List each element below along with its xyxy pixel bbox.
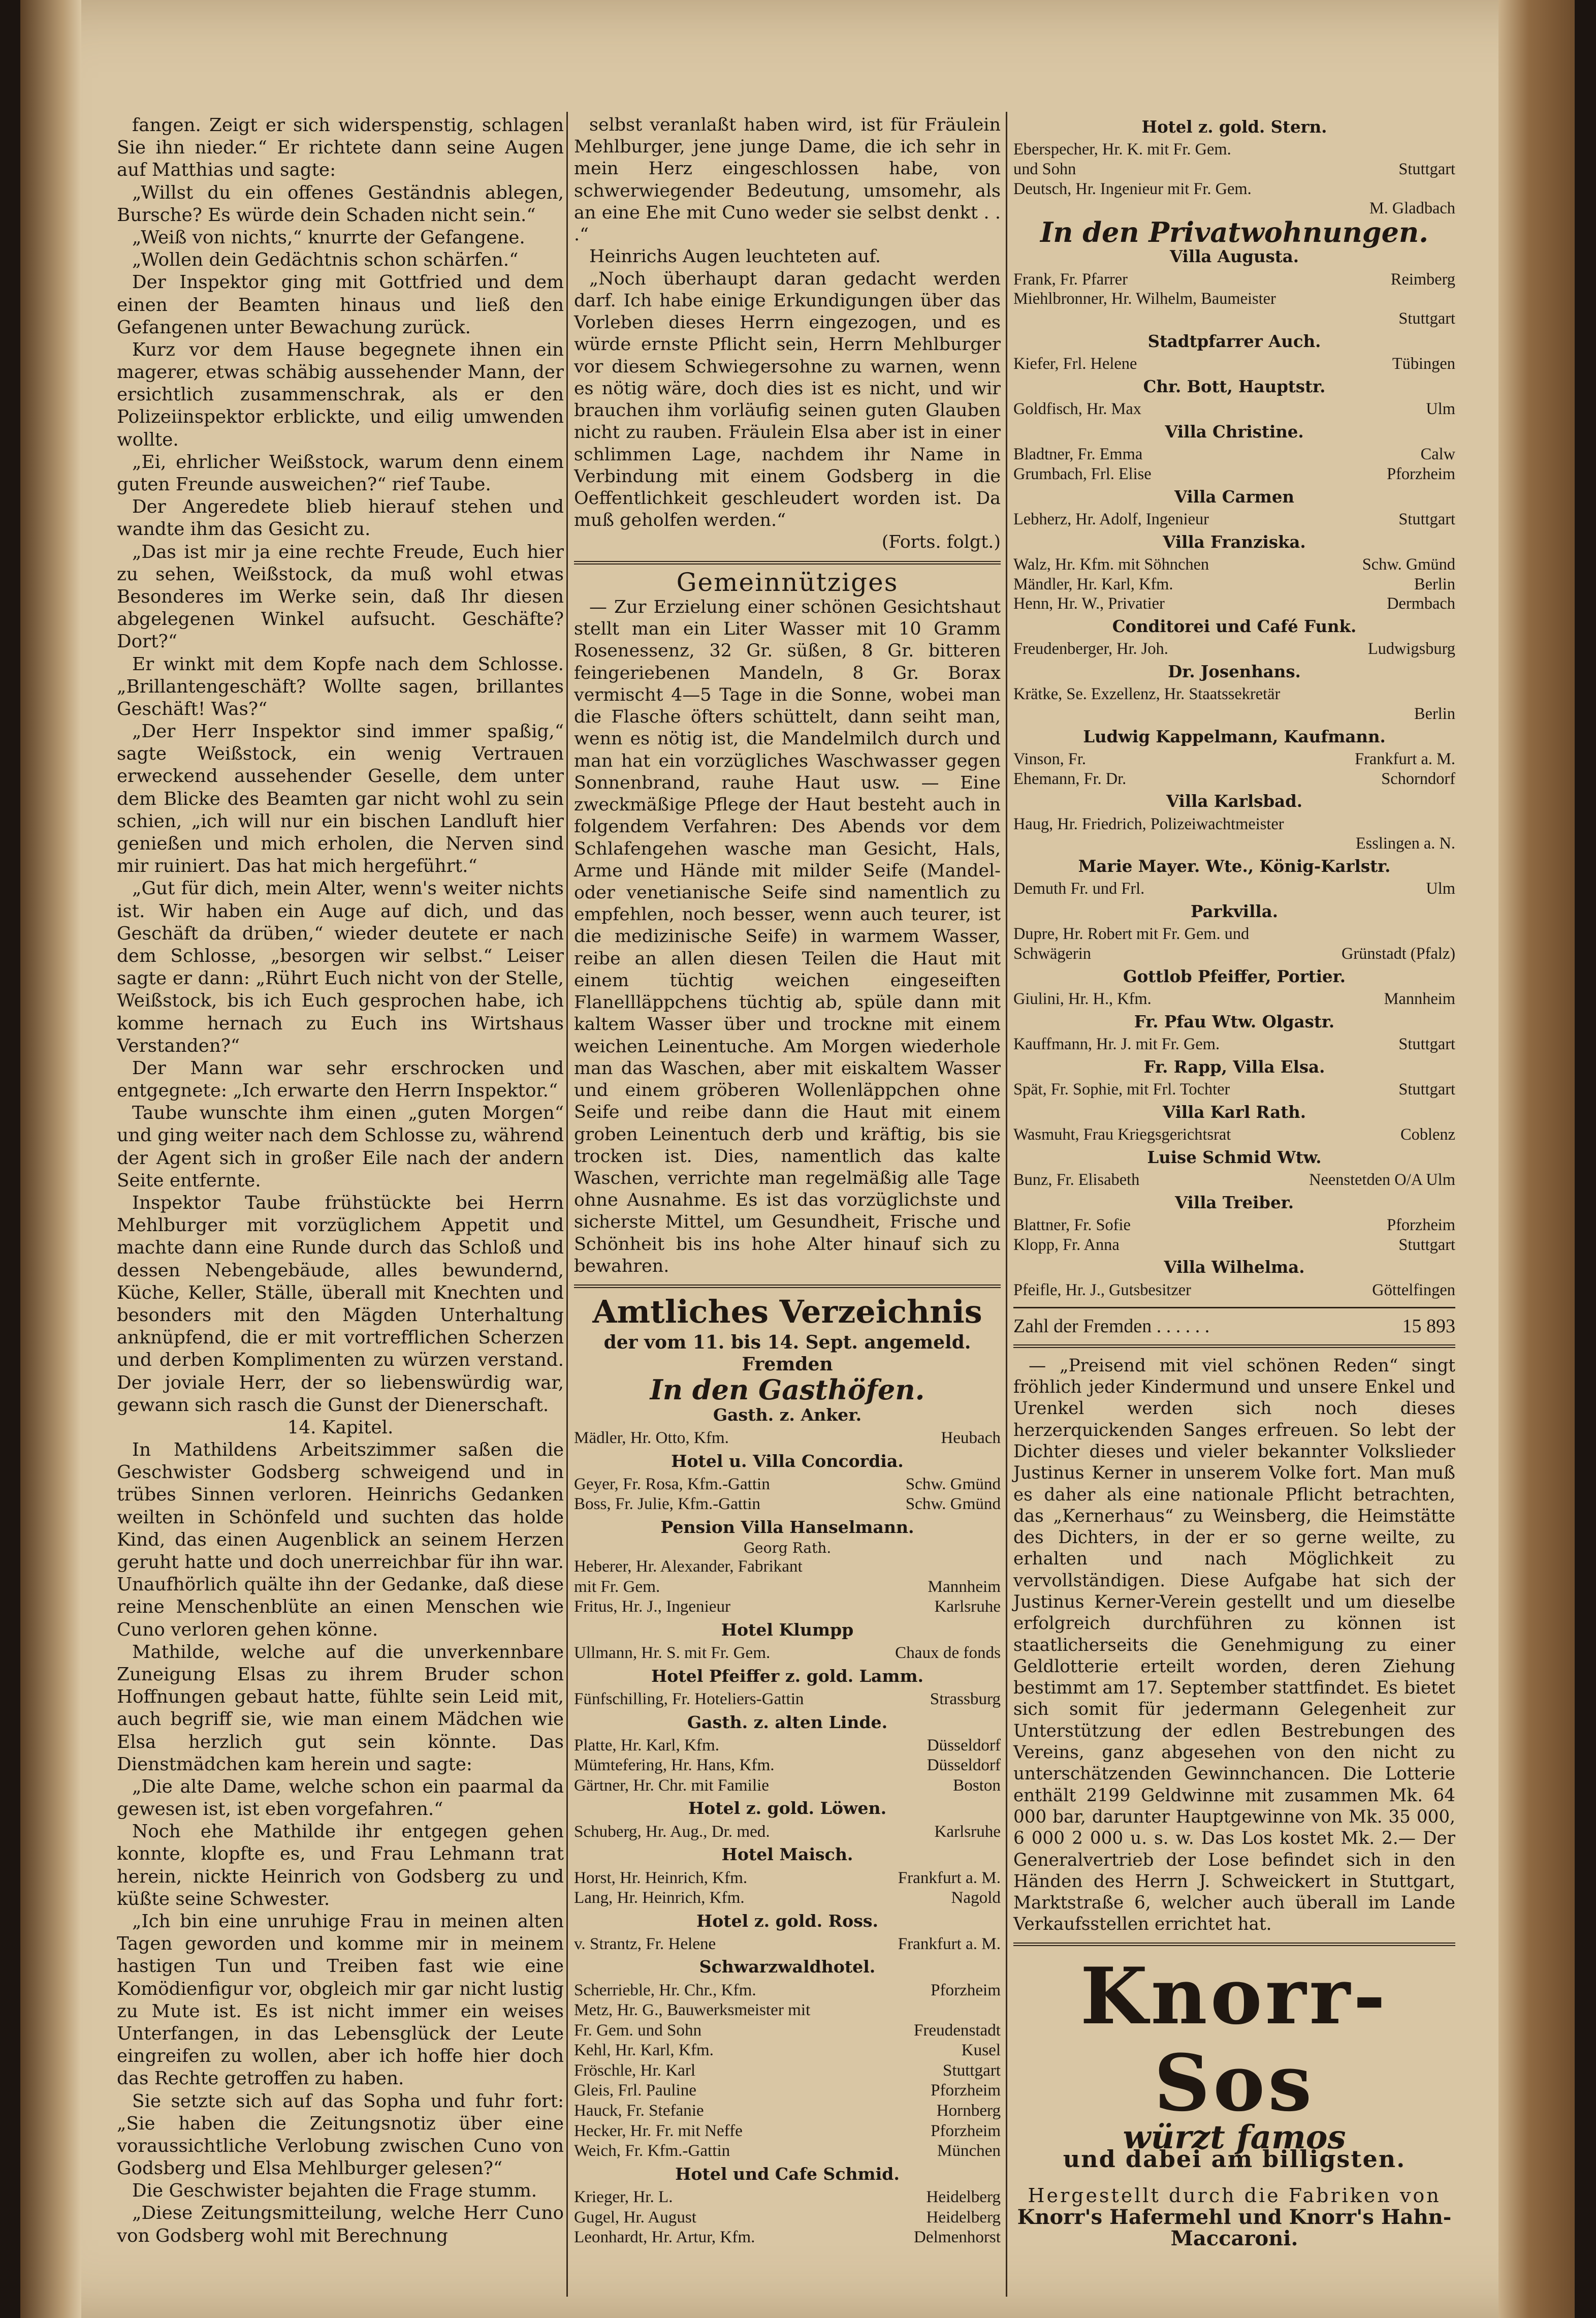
guest-row	[1013, 769, 1455, 789]
guest-town: Frankfurt a. M.	[898, 1934, 1001, 1953]
guest-town: Neenstetden O/A Ulm	[1309, 1171, 1455, 1189]
ad-maker-line: Knorr's Hafermehl und Knorr's Hahn-	[1017, 2205, 1452, 2229]
lodging-name: Conditorei und Café Funk.	[1112, 616, 1357, 636]
guest-row	[574, 1888, 1001, 1908]
middle-column	[574, 114, 1001, 2247]
paragraph: „Willst du ein offenes Geständnis ablegen, Bursche? Es würde dein Schaden nicht sein.“	[117, 182, 564, 226]
guest-town: Calw	[1420, 445, 1455, 464]
guest-row	[574, 1643, 1001, 1663]
guest-name: Fröschle, Hr. Karl	[574, 2060, 696, 2080]
guest-row	[574, 1868, 1001, 1888]
continuation-note: (Forts. folgt.)	[881, 532, 1001, 553]
paragraph: „Ich bin eine unruhige Frau in meinen alten Tagen geworden und komme mir in meinem hastigen Tun und Treiben fast wie eine Komödienfigur vor, obgleich mir gar nicht lustig zu Mute ist. Es ist nicht immer ein weises Unterfangen, in das Lebensglück der Leute eingreifen zu wollen, aber ich hoffe hier doch das Rechte getroffen zu haben.	[117, 1911, 564, 2089]
guest-row	[574, 2121, 1001, 2141]
guest-row	[1013, 639, 1455, 659]
guest-name: Scherrieble, Hr. Chr., Kfm.	[574, 1980, 756, 1999]
guest-town: Heidelberg	[926, 2207, 1001, 2227]
newspaper-page	[20, 0, 1575, 2318]
guest-row	[1013, 179, 1455, 199]
guest-name: Metz, Hr. G., Bauwerksmeister mit	[574, 2000, 811, 2020]
guest-row	[1013, 749, 1455, 769]
guest-town: Stuttgart	[1398, 1080, 1455, 1099]
lodging-name: Villa Wilhelma.	[1164, 1258, 1305, 1277]
lodging-name: Villa Augusta.	[1169, 247, 1299, 267]
guest-town: Heidelberg	[926, 2187, 1001, 2206]
guest-town: Esslingen a. N.	[1355, 834, 1455, 853]
guest-row	[1013, 879, 1455, 899]
guest-name: Freudenberger, Hr. Joh.	[1013, 640, 1168, 659]
guest-town: Chaux de fonds	[895, 1643, 1001, 1663]
paragraph: „Die alte Dame, welche schon ein paarmal da gewesen ist, ist eben vorgefahren.“	[117, 1776, 564, 1820]
guest-name: Gleis, Frl. Pauline	[574, 2081, 696, 2100]
guest-name: Weich, Fr. Kfm.-Gattin	[574, 2141, 730, 2160]
page-edge	[1498, 0, 1575, 2318]
guest-row	[1013, 1280, 1455, 1300]
lodging-name: Hotel Klumpp	[721, 1619, 854, 1640]
guest-name: Kiefer, Frl. Helene	[1013, 355, 1137, 373]
guest-town: Stuttgart	[1398, 1035, 1455, 1054]
guest-name: Kehl, Hr. Karl, Kfm.	[574, 2041, 714, 2060]
paragraph: Der Mann war sehr erschrocken und entgegnete: „Ich erwarte den Herrn Inspektor.“	[117, 1057, 564, 1102]
guest-name: Walz, Hr. Kfm. mit Söhnchen	[1013, 555, 1209, 574]
guest-name: Lang, Hr. Heinrich, Kfm.	[574, 1888, 745, 1907]
guest-name: Blattner, Fr. Sofie	[1013, 1216, 1131, 1235]
guest-town: Ulm	[1426, 400, 1455, 419]
guest-name: Demuth Fr. und Frl.	[1013, 880, 1145, 898]
guest-town: Stuttgart	[1398, 1235, 1455, 1254]
lodging-note: Georg Rath.	[743, 1540, 832, 1557]
guest-town: Kusel	[961, 2041, 1001, 2060]
guest-row	[1013, 1125, 1455, 1145]
guest-name: Leonhardt, Hr. Artur, Kfm.	[574, 2228, 755, 2247]
guest-row	[1013, 1215, 1455, 1235]
guest-row	[1013, 575, 1455, 594]
guest-row	[1013, 684, 1455, 704]
guest-row	[574, 2000, 1001, 2020]
guest-row	[1013, 1170, 1455, 1190]
guest-name	[1013, 834, 1356, 854]
guest-row	[1013, 989, 1455, 1009]
guest-town: Stuttgart	[1398, 160, 1455, 178]
guest-row	[574, 2080, 1001, 2101]
lodging-name: Stadtpfarrer Auch.	[1147, 331, 1321, 351]
guest-town: Berlin	[1414, 575, 1455, 593]
guest-name: Hauck, Fr. Stefanie	[574, 2101, 704, 2120]
paragraph: „Der Herr Inspektor sind immer spaßig,“ sagte Weißstock, ein wenig Vertrauen erweckend aussehender Geselle, dem unter dem Blicke des Beamten gar nicht wohl zu sein schien, „ich will nur ein bischen Landluft hier genießen und mich erholen, die Nerven sind mir ruiniert. Das hat mich hergeführt.“	[117, 721, 564, 877]
guest-name: Bladtner, Fr. Emma	[1013, 445, 1143, 464]
lodging-name: Fr. Pfau Wtw. Olgastr.	[1134, 1012, 1335, 1031]
lodging-name: Hotel Maisch.	[721, 1844, 853, 1865]
paragraph: „Gut für dich, mein Alter, wenn's weiter nichts ist. Wir haben ein Auge auf dich, und das Geschäft da drüben,“ wieder deutete er nach dem Schlosse, „besorgen wir selbst.“ Leiser sagte er dann: „Rührt Euch nicht von der Stelle, Weißstock, bis ich Euch gesprochen habe, ich komme hernach zu Euch ins Wirtshaus Verstanden?“	[117, 878, 564, 1056]
guest-row	[1013, 140, 1455, 160]
guest-row	[1013, 289, 1455, 309]
paragraph: In Mathildens Arbeitszimmer saßen die Geschwister Godsberg schweigend und in trübes Sinnen verloren. Heinrichs Gedanken weilten in Schönfeld und suchten das holde Kind, das einen Augenblick an seinem Herzen geruht hatte und doch unerreichbar für ihn war. Unaufhörlich quälte ihn der Gedanke, daß diese reine Menschenblüte an einen Menschen wie Cuno verloren gehen könne.	[117, 1439, 564, 1640]
guest-row	[1013, 270, 1455, 290]
guest-name: Schwägerin	[1013, 945, 1091, 963]
paragraph: „Das ist mir ja eine rechte Freude, Euch hier zu sehen, Weißstock, da muß wohl etwas Besonderes im Werke sein, daß Ihr diesen abgelegenen Winkel aufsucht. Geschäfte? Dort?“	[117, 541, 564, 652]
paragraph: — „Preisend mit viel schönen Reden“ singt fröhlich jeder Kindermund und unsere Enkel und Urenkel werden sich noch dieses herzerquickenden Sanges erfreuen. So lebt der Dichter dieses und vieler bekannter Volkslieder Justinus Kerner in unserem Volke fort. Man muß es daher als eine nationale Pflicht betrachten, das „Kernerhaus“ zu Weinsberg, die Heimstätte des Dichters, in der er so gerne weilte, zu erhalten und nach Möglichkeit zu vervollständigen. Diese Aufgabe hat sich der Justinus Kerner-Verein gestellt und um dieselbe erfolgreich durchführen zu können ist staatlicherseits die Genehmigung zu einer Geldlotterie erteilt worden, deren Ziehung bestimmt am 17. September stattfindet. Es bietet sich somit für jedermann Gelegenheit zur Unterstützung der edlen Bestrebungen des Vereins, ganz abgesehen von den nicht zu unterschätzenden Gewinnchancen. Die Lotterie enthält 2199 Geldwinne mit zusammen Mk. 64 000 bar, darunter Hauptgewinne von Mk. 35 000, 6 000 2 000 u. s. w. Das Los kostet Mk. 2.— Der Generalvertrieb der Lose befindet sich in den Händen des Herrn J. Schweickert in Stuttgart, Marktstraße 6, welcher auch überall im Lande Verkaufsstellen errichtet hat.	[1013, 1355, 1455, 1935]
guest-town: Stuttgart	[942, 2060, 1001, 2080]
guest-town: Schw. Gmünd	[1362, 555, 1455, 574]
guest-name: mit Fr. Gem.	[574, 1577, 660, 1596]
lodging-name: Gasth. z. Anker.	[713, 1404, 862, 1425]
guest-town: Tübingen	[1392, 355, 1455, 373]
guest-town: Mannheim	[928, 1577, 1001, 1596]
guest-town: Pforzheim	[1387, 464, 1455, 483]
guest-town: Göttelfingen	[1372, 1280, 1455, 1299]
guest-name: Pfeifle, Hr. J., Gutsbesitzer	[1013, 1280, 1191, 1299]
paragraph: fangen. Zeigt er sich widerspenstig, schlagen Sie ihn nieder.“ Er richtete dann seine Augen auf Matthias und sagte:	[117, 115, 564, 181]
visitor-count-value: 15 893	[1402, 1315, 1455, 1337]
guest-row	[574, 2207, 1001, 2228]
paragraph: „Wollen dein Gedächtnis schon schärfen.“	[132, 249, 519, 271]
guest-town: München	[937, 2141, 1001, 2160]
guest-town: Pforzheim	[931, 1980, 1001, 1999]
paragraph: Die Geschwister bejahten die Frage stumm.	[132, 2180, 537, 2202]
paragraph: Er winkt mit dem Kopfe nach dem Schlosse. „Brillantengeschäft? Wollte sagen, brillantes Geschäft! Was?“	[117, 653, 564, 719]
lodging-name: Marie Mayer. Wte., König-Karlstr.	[1078, 857, 1391, 876]
guest-row	[1013, 1080, 1455, 1100]
lodging-name: Luise Schmid Wtw.	[1147, 1147, 1322, 1167]
registry-title: Amtliches Verzeichnis	[592, 1293, 982, 1331]
paragraph: Der Angeredete blieb hierauf stehen und wandte ihm das Gesicht zu.	[117, 496, 564, 540]
right-column	[1013, 114, 1455, 2249]
guest-name: Giulini, Hr. H., Kfm.	[1013, 990, 1152, 1009]
guest-row	[574, 1596, 1001, 1617]
lodging-name: Gottlob Pfeiffer, Portier.	[1123, 966, 1346, 986]
guest-row	[574, 2060, 1001, 2081]
paragraph: Noch ehe Mathilde ihr entgegen gehen konnte, klopfte es, und Frau Lehmann trat herein, nickte Heinrich von Godsberg zu und küßte seine Schwester.	[117, 1821, 564, 1909]
guest-town: Heubach	[941, 1428, 1001, 1448]
guest-row	[1013, 309, 1455, 329]
knorr-advertisement	[1013, 1950, 1455, 2250]
section-title-gemeinnuetziges: Gemeinnütziges	[676, 567, 899, 597]
ad-tagline: würzt famos	[1123, 2118, 1346, 2156]
guest-name: Lebherz, Hr. Adolf, Ingenieur	[1013, 510, 1209, 528]
guest-town: Stuttgart	[1398, 309, 1455, 328]
guest-name	[1013, 704, 1414, 724]
guest-town: Pforzheim	[931, 2081, 1001, 2100]
guest-row	[1013, 464, 1455, 484]
guest-name: Eberspecher, Hr. K. mit Fr. Gem.	[1013, 140, 1231, 159]
lodging-name: Fr. Rapp, Villa Elsa.	[1143, 1057, 1325, 1077]
ad-maker-line: Maccaroni.	[1170, 2226, 1298, 2250]
lodging-name: Chr. Bott, Hauptstr.	[1143, 377, 1326, 396]
paragraph: — Zur Erzielung einer schönen Gesichtshaut stellt man ein Liter Wasser mit 10 Gramm Rosenessenz, 32 Gr. süßen, 8 Gr. bitteren feingeriebenen Mandeln, 8 Gr. Borax vermischt 4—5 Tage in die Sonne, wobei man die Flasche öfters schüttelt, dann seiht man, wenn es nötig ist, die Mandelmilch durch und man hat ein vorzügliches Waschwasser gegen Sonnenbrand, rauhe Haut usw. — Eine zweckmäßige Pflege der Haut besteht auch in folgendem Verfahren: Des Abends vor dem Schlafengehen wasche man Gesicht, Hals, Arme und Hände mit milder Seife (Mandel- oder venetianische Seife sind namentlich zu empfehlen, noch besser, wenn auch teurer, ist die medizinische Seife) in warmem Wasser, reibe an allen diesen Teilen die Haut mit einem tüchtig weichen eingeseiften Flanellläppchens tüchtig ab, spüle dann mit kaltem Wasser über und trockne mit einem weichen Leinentuche. Am Morgen wiederhole man das Waschen, aber mit eiskaltem Wasser und einem gröberen Wollenläppchen ohne Seife und reibe dann die Haut mit einem groben Leinentuch derb und kräftig, bis sie trocken ist. Dies, namentlich das kalte Waschen, verrichte man regelmäßig alle Tage ohne Ausnahme. Es ist das vorzüglichste und sicherste Mittel, um Gesundheit, Frische und Schönheit bis ins hohe Alter hinauf sich zu bewahren.	[574, 597, 1001, 1276]
guest-town: Reimberg	[1390, 270, 1455, 289]
guest-name: Wasmuht, Frau Kriegsgerichtsrat	[1013, 1125, 1231, 1144]
book-binding	[20, 0, 81, 2318]
guest-name: Grumbach, Frl. Elise	[1013, 464, 1152, 483]
guest-name: Mädler, Hr. Otto, Kfm.	[574, 1428, 729, 1448]
guest-name: Schuberg, Hr. Aug., Dr. med.	[574, 1822, 770, 1841]
guest-town: Pforzheim	[931, 2121, 1001, 2140]
guest-row	[1013, 1035, 1455, 1054]
paragraph: „Noch überhaupt daran gedacht werden darf. Ich habe einige Erkundigungen über das Vorleben dieses Herrn eingezogen, und es würde ernste Pflicht sein, Herrn Mehlburger vor diesem Schwiegersohne zu warnen, wenn es nötig wäre, doch dies ist es nicht, und wir brauchen ihm vorläufig seinen guten Glauben nicht zu rauben. Fräulein Elsa aber ist in einer schlimmen Lage, nachdem ihr Name in Verbindung mit einem Godsberg in die Oeffentlichkeit geschleudert worden ist. Da muß geholfen werden.“	[574, 268, 1001, 531]
guest-name	[1013, 309, 1398, 329]
lodging-name: Villa Karlsbad.	[1166, 792, 1303, 811]
guest-row	[1013, 445, 1455, 464]
guest-name: Kauffmann, Hr. J. mit Fr. Gem.	[1013, 1035, 1220, 1054]
guest-row	[1013, 944, 1455, 964]
guest-name: und Sohn	[1013, 160, 1076, 178]
guest-name: Dupre, Hr. Robert mit Fr. Gem. und	[1013, 925, 1250, 944]
guest-name: Krätke, Se. Exzellenz, Hr. Staatssekretär	[1013, 685, 1281, 704]
chapter-heading: 14. Kapitel.	[287, 1417, 394, 1438]
paragraph: „Ei, ehrlicher Weißstock, warum denn einem guten Freunde ausweichen?“ rief Taube.	[117, 451, 564, 495]
lodging-name: Hotel und Cafe Schmid.	[675, 2164, 900, 2184]
guest-town: Nagold	[951, 1888, 1001, 1907]
guest-town: Schorndorf	[1381, 769, 1455, 788]
guest-town: Dermbach	[1387, 594, 1455, 613]
guest-town: Pforzheim	[1387, 1216, 1455, 1235]
visitor-count	[1013, 1315, 1455, 1337]
lodging-name: Hotel z. gold. Stern.	[1141, 117, 1327, 137]
paragraph: Kurz vor dem Hause begegnete ihnen ein magerer, etwas schäbig aussehender Mann, der ersichtlich zusammenschrak, als er den Polizeiinspektor erblickte, und eilig umwenden wollte.	[117, 339, 564, 450]
guest-row	[1013, 160, 1455, 179]
guest-name: Fr. Gem. und Sohn	[574, 2020, 702, 2040]
guest-town: Grünstadt (Pfalz)	[1342, 945, 1455, 963]
guest-row	[574, 2040, 1001, 2060]
lodging-name: Gasth. z. alten Linde.	[687, 1712, 888, 1732]
ad-brand: Knorr-Sos	[1080, 1950, 1389, 2129]
guest-row	[574, 1556, 1001, 1577]
guest-name: Gugel, Hr. August	[574, 2207, 696, 2227]
lodging-name: Ludwig Kappelmann, Kaufmann.	[1083, 727, 1386, 746]
guest-name: Fünfschilling, Fr. Hoteliers-Gattin	[574, 1689, 804, 1708]
guest-name: Klopp, Fr. Anna	[1013, 1235, 1120, 1254]
lodging-name: Villa Christine.	[1165, 422, 1304, 442]
guest-row	[574, 1775, 1001, 1796]
guest-name: Geyer, Fr. Rosa, Kfm.-Gattin	[574, 1474, 770, 1493]
paragraph: Sie setzte sich auf das Sopha und fuhr fort: „Sie haben die Zeitungsnotiz über eine voraussichtliche Verlobung zwischen Cuno von Godsberg und Elsa Mehlburger gelesen?“	[117, 2090, 564, 2179]
guest-row	[574, 1689, 1001, 1709]
guest-row	[1013, 354, 1455, 374]
guest-name: Deutsch, Hr. Ingenieur mit Fr. Gem.	[1013, 179, 1252, 198]
guest-row	[574, 2101, 1001, 2121]
guest-row	[1013, 924, 1455, 944]
guest-name: Miehlbronner, Hr. Wilhelm, Baumeister	[1013, 290, 1276, 308]
guest-row	[574, 1474, 1001, 1494]
guest-name: Mändler, Hr. Karl, Kfm.	[1013, 575, 1173, 593]
guest-name: Horst, Hr. Heinrich, Kfm.	[574, 1868, 748, 1887]
paragraph: Mathilde, welche auf die unverkennbare Zuneigung Elsas zu ihrem Bruder schon Hoffnungen gebaut hatte, fühlte sein Leid mit, auch begriff sie, wie man einem Mädchen wie Elsa herzlich gut sein könnte. Das Dienstmädchen kam herein und sagte:	[117, 1641, 564, 1775]
divider	[1013, 1943, 1455, 1946]
registry-subtitle: der vom 11. bis 14. Sept. angemeld. Fremden	[603, 1332, 971, 1375]
paragraph: „Diese Zeitungsmitteilung, welche Herr Cuno von Godsberg wohl mit Berechnung	[117, 2203, 564, 2246]
column-rule	[1006, 112, 1007, 2297]
guest-name: Krieger, Hr. L.	[574, 2187, 673, 2206]
guest-row	[574, 2227, 1001, 2247]
guest-name: Ehemann, Fr. Dr.	[1013, 769, 1127, 788]
paragraph: Heinrichs Augen leuchteten auf.	[589, 246, 881, 267]
guest-town: Frankfurt a. M.	[1355, 749, 1455, 768]
guest-town: Ulm	[1426, 880, 1455, 898]
guest-name: v. Strantz, Fr. Helene	[574, 1934, 716, 1953]
guest-name: Spät, Fr. Sophie, mit Frl. Tochter	[1013, 1080, 1230, 1099]
guest-town: Schw. Gmünd	[905, 1474, 1001, 1493]
private-section-title: In den Privatwohnungen.	[1040, 216, 1429, 249]
guest-name: Frank, Fr. Pfarrer	[1013, 270, 1128, 289]
guest-row	[1013, 1235, 1455, 1255]
guest-town: Düsseldorf	[927, 1735, 1001, 1755]
guest-town: Düsseldorf	[927, 1756, 1001, 1775]
lodging-name: Villa Karl Rath.	[1163, 1102, 1306, 1122]
lodging-name: Hotel z. gold. Ross.	[696, 1910, 879, 1931]
guest-name: Vinson, Fr.	[1013, 749, 1086, 768]
guest-row	[1013, 399, 1455, 419]
guest-name: Mümtefering, Hr. Hans, Kfm.	[574, 1756, 775, 1775]
divider	[1013, 1307, 1455, 1308]
paragraph: Der Inspektor ging mit Gottfried und dem einen der Beamten hinaus und ließ den Gefangenen unter Bewachung zurück.	[117, 272, 564, 338]
lodging-name: Hotel z. gold. Löwen.	[688, 1798, 887, 1819]
guest-name: Ullmann, Hr. S. mit Fr. Gem.	[574, 1643, 771, 1663]
guest-town: Schw. Gmünd	[905, 1494, 1001, 1514]
lodging-name: Pension Villa Hanselmann.	[660, 1517, 914, 1538]
paragraph: selbst veranlaßt haben wird, ist für Fräulein Mehlburger, jene junge Dame, die ich sehr in mein Herz eingeschlossen habe, von schwerwiegender Bedeutung, umsomehr, als an eine Ehe mit Cuno weder sie selbst denkt . . .“	[574, 115, 1001, 245]
guest-row	[574, 1577, 1001, 1597]
paragraph: „Weiß von nichts,“ knurrte der Gefangene.	[132, 227, 525, 248]
guest-town: Stuttgart	[1398, 510, 1455, 528]
guest-name: Fritus, Hr. J., Ingenieur	[574, 1597, 731, 1616]
guest-row	[574, 1755, 1001, 1775]
lodging-name: Schwarzwaldhotel.	[699, 1957, 876, 1977]
lodging-name: Villa Franziska.	[1163, 532, 1306, 552]
guest-row	[574, 2020, 1001, 2041]
guest-row	[574, 1494, 1001, 1514]
lodging-name: Villa Treiber.	[1174, 1193, 1294, 1212]
novel-column	[117, 114, 564, 2247]
guest-row	[1013, 704, 1455, 724]
guest-name: Henn, Hr. W., Privatier	[1013, 594, 1165, 613]
guest-row	[574, 2141, 1001, 2161]
lodging-name: Hotel Pfeiffer z. gold. Lamm.	[651, 1666, 924, 1686]
ad-maker-line: Hergestellt durch die Fabriken von	[1028, 2184, 1441, 2207]
guest-row	[574, 2187, 1001, 2207]
guest-row	[1013, 834, 1455, 854]
lodging-name: Villa Carmen	[1174, 487, 1294, 507]
guest-town: M. Gladbach	[1369, 199, 1455, 218]
guest-town: Mannheim	[1384, 990, 1455, 1009]
guest-town: Ludwigsburg	[1367, 640, 1455, 659]
guest-town: Hornberg	[936, 2101, 1001, 2120]
guest-name: Gärtner, Hr. Chr. mit Familie	[574, 1775, 769, 1795]
lodging-name: Dr. Josenhans.	[1168, 662, 1301, 681]
guest-town: Berlin	[1414, 704, 1455, 723]
divider	[574, 561, 1001, 565]
lodging-name: Hotel u. Villa Concordia.	[671, 1451, 904, 1471]
guest-row	[1013, 510, 1455, 529]
guest-name: Bunz, Fr. Elisabeth	[1013, 1171, 1140, 1189]
guest-town: Boston	[953, 1775, 1001, 1795]
guest-name: Platte, Hr. Karl, Kfm.	[574, 1735, 719, 1755]
registry-section-title: In den Gasthöfen.	[650, 1373, 925, 1406]
guest-town: Strassburg	[930, 1689, 1001, 1708]
guest-row	[1013, 815, 1455, 834]
guest-name: Boss, Fr. Julie, Kfm.-Gattin	[574, 1494, 760, 1514]
ad-subline: und dabei am billigsten.	[1063, 2145, 1406, 2173]
guest-town: Frankfurt a. M.	[898, 1868, 1001, 1887]
guest-row	[574, 1934, 1001, 1954]
paragraph: Inspektor Taube frühstückte bei Herrn Mehlburger mit vorzüglichem Appetit und machte dann eine Runde durch das Schloß und dessen Nebengebäude, alles bewundernd, Küche, Keller, Ställe, überall mit Knechten und besonders mit den Mägden Unterhaltung anknüpfend, die er mit vortrefflichen Scherzen und derben Komplimenten zu würzen verstand. Der joviale Herr, der so liebenswürdig war, gewann sich rasch die Gunst der Dienerschaft.	[117, 1193, 564, 1416]
guest-name: Goldfisch, Hr. Max	[1013, 400, 1141, 419]
guest-town: Karlsruhe	[934, 1597, 1001, 1616]
guest-row	[574, 1735, 1001, 1756]
guest-row	[574, 1428, 1001, 1448]
visitor-count-label: Zahl der Fremden . . . . . .	[1013, 1315, 1210, 1337]
guest-row	[1013, 555, 1455, 575]
guest-town: Freudenstadt	[913, 2020, 1001, 2040]
column-rule	[566, 112, 568, 2297]
divider	[574, 1285, 1001, 1288]
guest-town: Delmenhorst	[913, 2228, 1001, 2247]
guest-row	[574, 1980, 1001, 2000]
divider	[1013, 1344, 1455, 1348]
guest-name: Heberer, Hr. Alexander, Fabrikant	[574, 1557, 803, 1576]
guest-town: Karlsruhe	[934, 1822, 1001, 1841]
guest-row	[574, 1822, 1001, 1842]
guest-town: Coblenz	[1400, 1125, 1455, 1144]
guest-row	[1013, 594, 1455, 614]
lodging-name: Parkvilla.	[1191, 902, 1278, 922]
paragraph: Taube wunschte ihm einen „guten Morgen“ und ging weiter nach dem Schlosse zu, während der Agent sich in großer Eile nach der andern Seite entfernte.	[117, 1103, 564, 1191]
guest-name: Haug, Hr. Friedrich, Polizeiwachtmeister	[1013, 815, 1284, 833]
guest-name: Hecker, Hr. Fr. mit Neffe	[574, 2121, 743, 2140]
